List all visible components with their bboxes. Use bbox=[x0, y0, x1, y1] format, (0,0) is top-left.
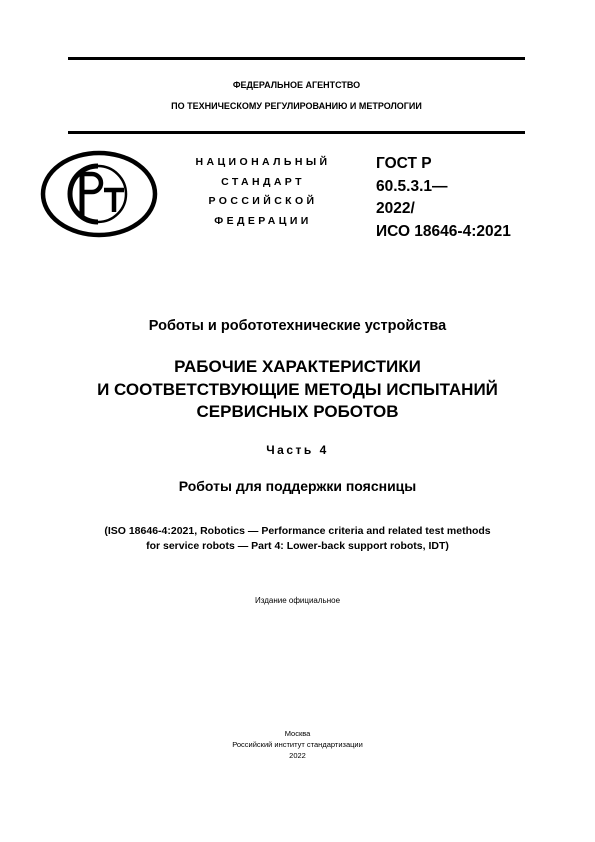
title-line1: РАБОЧИЕ ХАРАКТЕРИСТИКИ bbox=[174, 357, 421, 376]
imprint-city: Москва bbox=[284, 729, 311, 738]
designation-line3: 2022/ bbox=[376, 200, 415, 217]
standard-designation bbox=[376, 153, 511, 243]
international-reference-line2: for service robots — Part 4: Lower-back support robots, IDT) bbox=[146, 539, 449, 552]
document-series: Роботы и робототехнические устройства bbox=[148, 318, 447, 334]
imprint bbox=[0, 728, 595, 761]
standard-type-line3: РОССИЙСКОЙ bbox=[208, 195, 318, 207]
gost-r-mark-icon bbox=[40, 150, 158, 238]
part-title: Роботы для поддержки поясницы bbox=[178, 478, 417, 494]
standard-type-line4: ФЕДЕРАЦИИ bbox=[214, 214, 312, 227]
international-reference-line1: (ISO 18646-4:2021, Robotics — Performance criteria and related test methods bbox=[104, 525, 491, 537]
international-reference bbox=[0, 524, 595, 553]
top-rule bbox=[68, 57, 525, 60]
document-title bbox=[0, 356, 595, 424]
imprint-year: 2022 bbox=[289, 751, 306, 760]
agency-name-line1: ФЕДЕРАЛЬНОЕ АГЕНТСТВО bbox=[232, 80, 361, 90]
standard-type bbox=[178, 153, 348, 231]
header-rule bbox=[68, 131, 525, 134]
standard-type-line1: НАЦИОНАЛЬНЫЙ bbox=[195, 156, 331, 168]
title-line3: СЕРВИСНЫХ РОБОТОВ bbox=[196, 402, 399, 421]
designation-line2: 60.5.3.1— bbox=[376, 177, 448, 195]
title-line2: И СООТВЕТСТВУЮЩИЕ МЕТОДЫ ИСПЫТАНИЙ bbox=[97, 379, 498, 399]
official-edition-label: Издание официальное bbox=[254, 596, 341, 605]
agency-name-line2: ПО ТЕХНИЧЕСКОМУ РЕГУЛИРОВАНИЮ И МЕТРОЛОГИИ bbox=[171, 101, 422, 111]
designation-line1: ГОСТ Р bbox=[376, 155, 432, 172]
imprint-publisher: Российский институт стандартизации bbox=[232, 740, 363, 749]
standard-type-line2: СТАНДАРТ bbox=[221, 175, 305, 188]
designation-line4: ИСО 18646-4:2021 bbox=[376, 222, 511, 240]
part-number: Часть 4 bbox=[266, 443, 329, 457]
